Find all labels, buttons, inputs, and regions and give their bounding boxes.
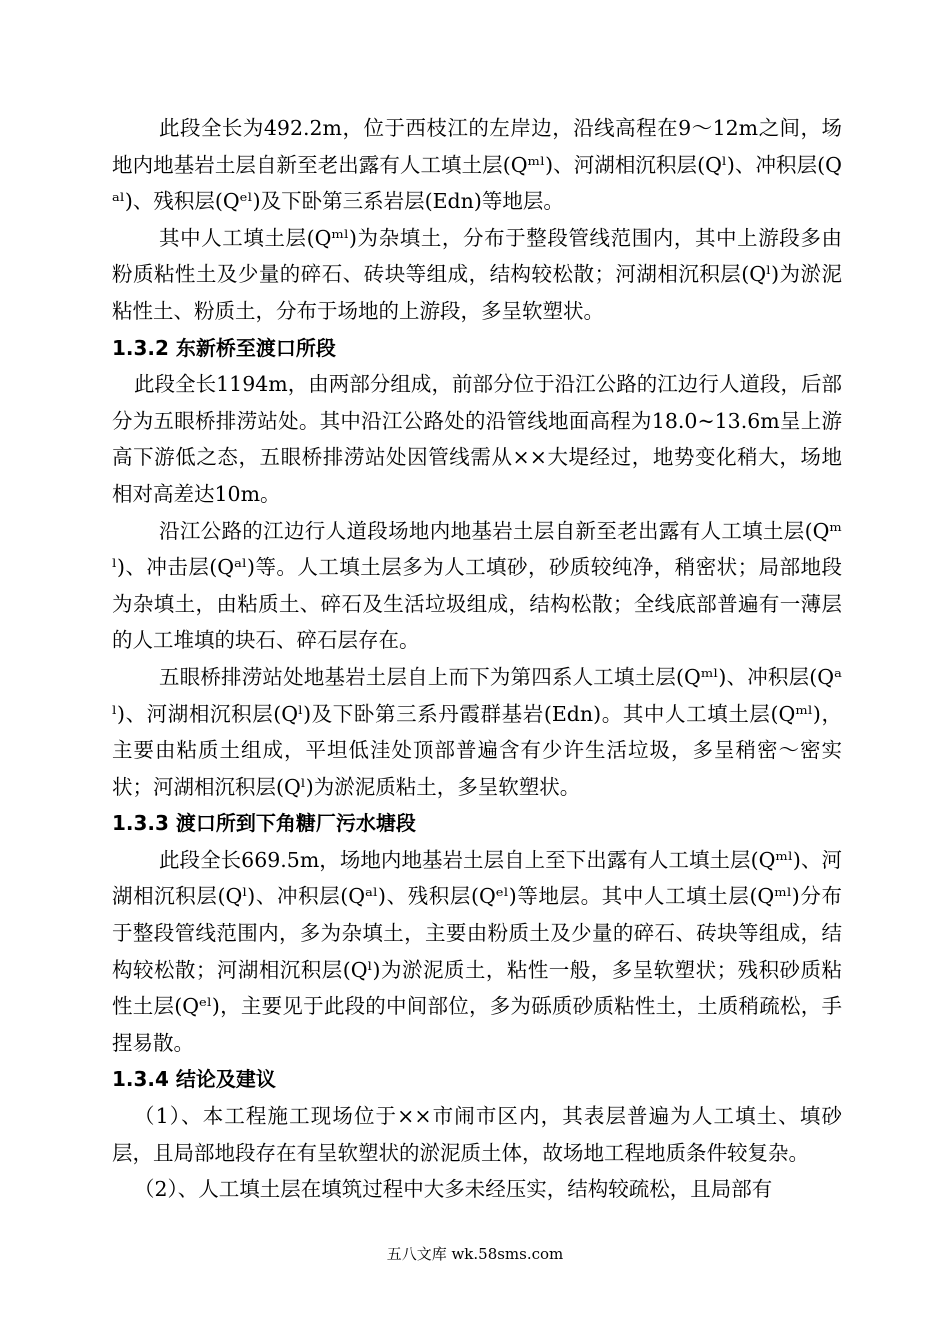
para-xizhi-intro: 此段全长为492.2m，位于西枝江的左岸边，沿线高程在9～12m之间，场地内地基岩土层自新至老出露有人工填土层(Qᵐˡ)、河湖相沉积层(Qˡ)、冲积层(Qᵃˡ)、残积层(Qᵉˡ)及下卧第三系岩层(Edn)等地层。 <box>112 116 842 214</box>
para-dongxin-road: 沿江公路的江边行人道段场地内地基岩土层自新至老出露有人工填土层(Qᵐˡ)、冲击层(Qᵃˡ)等。人工填土层多为人工填砂，砂质较纯净，稍密状；局部地段为杂填土，由粘质土、碎石及生活垃圾组成，结构松散；全线底部普遍有一薄层的人工堆填的块石、碎石层存在。 <box>112 518 842 653</box>
para-xizhi-fill: 其中人工填土层(Qᵐˡ)为杂填土，分布于整段管线范围内，其中上游段多由粉质粘性土及少量的碎石、砖块等组成，结构较松散；河湖相沉积层(Qˡ)为淤泥粘性土、粉质土，分布于场地的上游段，多呈软塑状。 <box>112 225 842 323</box>
heading-1-3-2: 1.3.2 东新桥至渡口所段 <box>112 335 336 360</box>
para-conclusion-1: （1）、本工程施工现场位于××市闹市区内，其表层普遍为人工填土、填砂层，且局部地段存在有呈软塑状的淤泥质土体，故场地工程地质条件较复杂。 <box>112 1104 842 1165</box>
para-conclusion-2: （2）、人工填土层在填筑过程中大多未经压实，结构较疏松，且局部有 <box>134 1177 773 1202</box>
para-dongxin-intro: 此段全长1194m，由两部分组成，前部分位于沿江公路的江边行人道段，后部分为五眼桥排涝站处。其中沿江公路处的沿管线地面高程为18.0~13.6m呈上游高下游低之态，五眼桥排涝站处因管线需从××大堤经过，地势变化稍大，场地相对高差达10m。 <box>112 372 842 506</box>
heading-1-3-4: 1.3.4 结论及建议 <box>112 1067 276 1092</box>
para-dongxin-station: 五眼桥排涝站处地基岩土层自上而下为第四系人工填土层(Qᵐˡ)、冲积层(Qᵃˡ)、河湖相沉积层(Qˡ)及下卧第三系丹霞群基岩(Edn)。其中人工填土层(Qᵐˡ)，主要由粘质土组成，平坦低洼处顶部普遍含有少许生活垃圾，多呈稍密～密实状；河湖相沉积层(Qˡ)为淤泥质粘土，多呈软塑状。 <box>112 664 842 799</box>
para-dukou: 此段全长669.5m，场地内地基岩土层自上至下出露有人工填土层(Qᵐˡ)、河湖相沉积层(Qˡ)、冲积层(Qᵃˡ)、残积层(Qᵉˡ)等地层。其中人工填土层(Qᵐˡ)分布于整段管线范围内，多为杂填土，主要由粉质土及少量的碎石、砖块等组成，结构较松散；河湖相沉积层(Qˡ)为淤泥质土，粘性一般，多呈软塑状；残积砂质粘性土层(Qᵉˡ)，主要见于此段的中间部位，多为砾质砂质粘性土，土质稍疏松，手捏易散。 <box>112 847 842 1055</box>
heading-1-3-3: 1.3.3 渡口所到下角糖厂污水塘段 <box>112 811 416 836</box>
page-footer: 五八文库 wk.58sms.com <box>386 1245 564 1263</box>
document-body <box>112 110 842 1208</box>
